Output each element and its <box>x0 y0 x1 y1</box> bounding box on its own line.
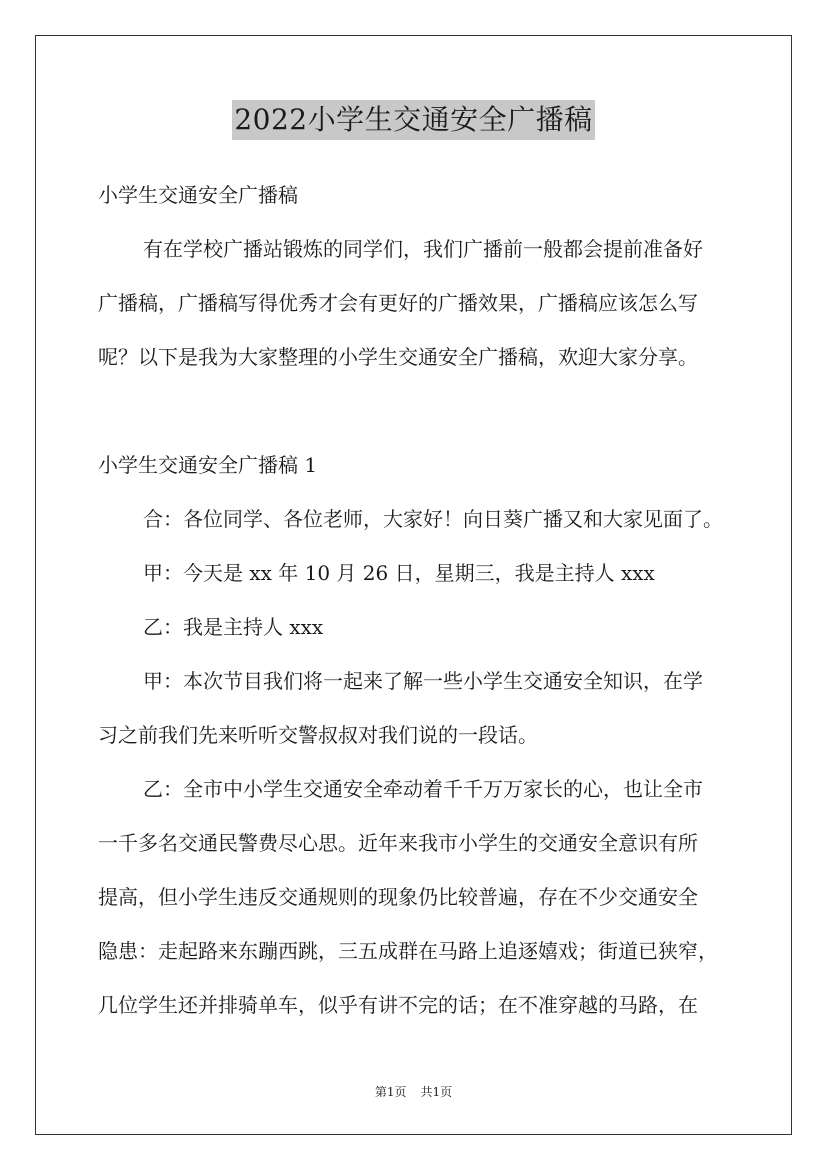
page-number: 第1页 <box>374 1085 407 1099</box>
intro-line: 广播稿，广播稿写得优秀才会有更好的广播效果，广播稿应该怎么写 <box>98 291 698 315</box>
page-footer <box>0 1084 827 1100</box>
body-line: 合：各位同学、各位老师，大家好！向日葵广播又和大家见面了。 <box>143 507 723 531</box>
body-line: 几位学生还并排骑单车，似乎有讲不完的话；在不准穿越的马路，在 <box>98 993 698 1017</box>
body-line: 乙：我是主持人 xxx <box>143 615 324 639</box>
body-line: 提高，但小学生违反交通规则的现象仍比较普遍，存在不少交通安全 <box>98 885 698 909</box>
body-line: 一千多名交通民警费尽心思。近年来我市小学生的交通安全意识有所 <box>98 831 698 855</box>
body-line: 习之前我们先来听听交警叔叔对我们说的一段话。 <box>98 723 538 747</box>
title-container <box>0 100 827 140</box>
intro-line: 有在学校广播站锻炼的同学们，我们广播前一般都会提前准备好 <box>143 237 703 261</box>
body-line: 甲：本次节目我们将一起来了解一些小学生交通安全知识，在学 <box>143 669 703 693</box>
body-line: 甲：今天是 xx 年 10 月 26 日，星期三，我是主持人 xxx <box>143 561 655 585</box>
document-title: 2022小学生交通安全广播稿 <box>232 100 594 140</box>
body-line: 隐患：走起路来东蹦西跳，三五成群在马路上追逐嬉戏；街道已狭窄， <box>98 939 718 963</box>
section-heading: 小学生交通安全广播稿 1 <box>98 453 318 477</box>
body-line: 乙：全市中小学生交通安全牵动着千千万万家长的心，也让全市 <box>143 777 703 801</box>
page-total: 共1页 <box>420 1085 453 1099</box>
intro-line: 呢？以下是我为大家整理的小学生交通安全广播稿，欢迎大家分享。 <box>98 345 698 369</box>
document-subtitle: 小学生交通安全广播稿 <box>98 183 298 207</box>
